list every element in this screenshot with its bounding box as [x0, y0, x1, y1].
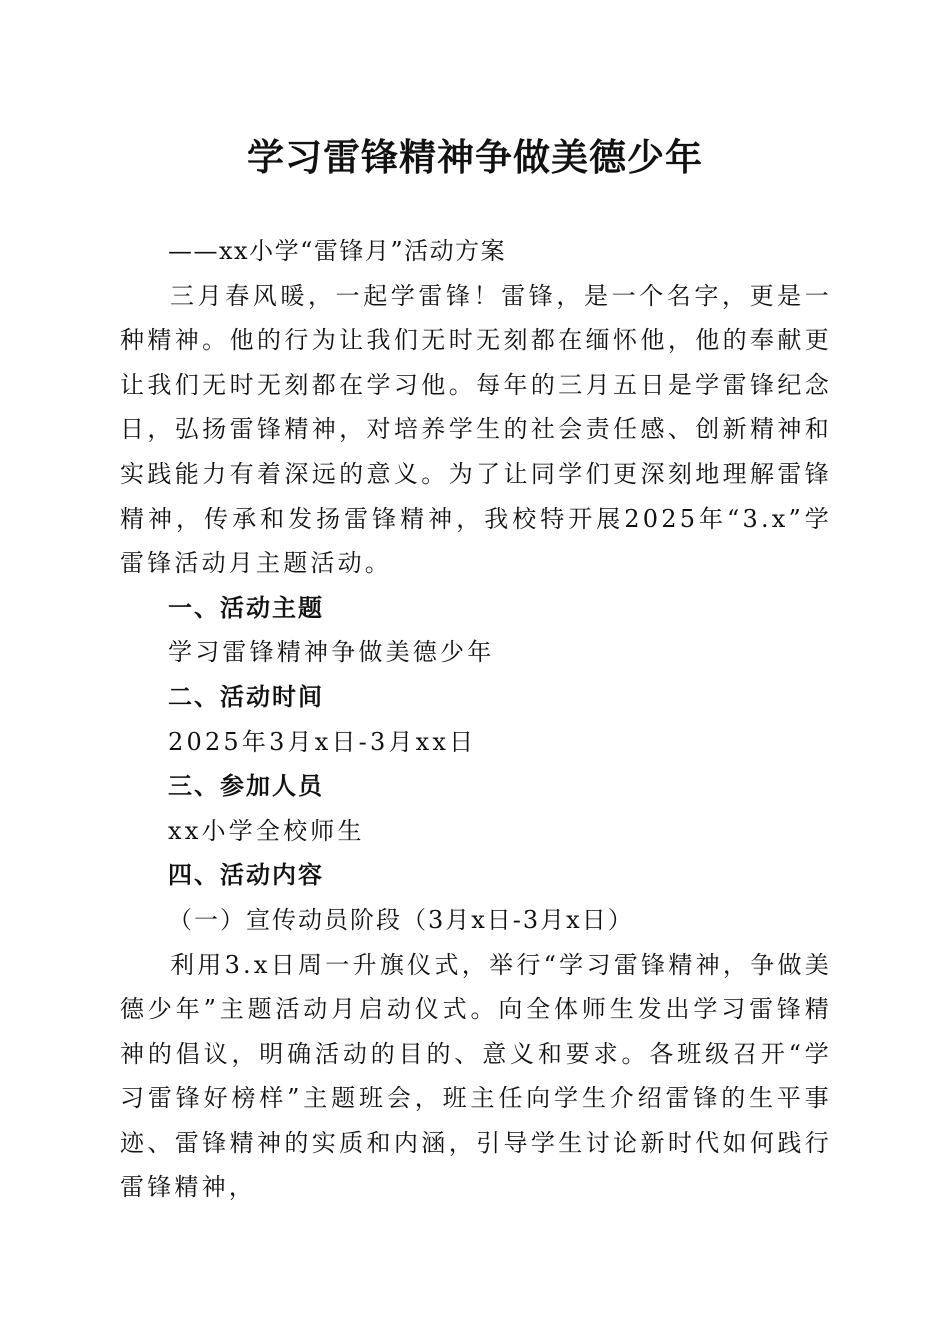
subsection-heading-publicity: （一）宣传动员阶段（3月x日-3月x日）	[168, 905, 634, 934]
document-body	[120, 229, 832, 1210]
section-content-theme: 学习雷锋精神争做美德少年	[168, 638, 495, 667]
section-heading-theme: 一、活动主题	[168, 593, 324, 622]
subsection-paragraph-publicity: 利用3.x日周一升旗仪式，举行“学习雷锋精神，争做美德少年”主题活动月启动仪式。向全体师生发出学习雷锋精神的倡议，明确活动的目的、意义和要求。各班级召开“学习雷锋好榜样”主题班会，班主任向学生介绍雷锋的生平事迹、雷锋精神的实质和内涵，引导学生讨论新时代如何践行雷锋精神，	[120, 950, 832, 1202]
section-heading-content: 四、活动内容	[168, 861, 324, 890]
document-title: 学习雷锋精神争做美德少年	[247, 136, 703, 179]
section-content-participants: xx小学全校师生	[168, 816, 365, 845]
document-subtitle: ——xx小学“雷锋月”活动方案	[168, 237, 507, 265]
section-heading-participants: 三、参加人员	[168, 772, 324, 801]
intro-paragraph: 三月春风暖，一起学雷锋！雷锋，是一个名字，更是一种精神。他的行为让我们无时无刻都在缅怀他，他的奉献更让我们无时无刻都在学习他。每年的三月五日是学雷锋纪念日，弘扬雷锋精神，对培养学生的社会责任感、创新精神和实践能力有着深远的意义。为了让同学们更深刻地理解雷锋精神，传承和发扬雷锋精神，我校特开展2025年“3.x”学雷锋活动月主题活动。	[120, 281, 832, 578]
section-heading-time: 二、活动时间	[168, 682, 324, 711]
section-content-time: 2025年3月x日-3月xx日	[168, 727, 477, 756]
